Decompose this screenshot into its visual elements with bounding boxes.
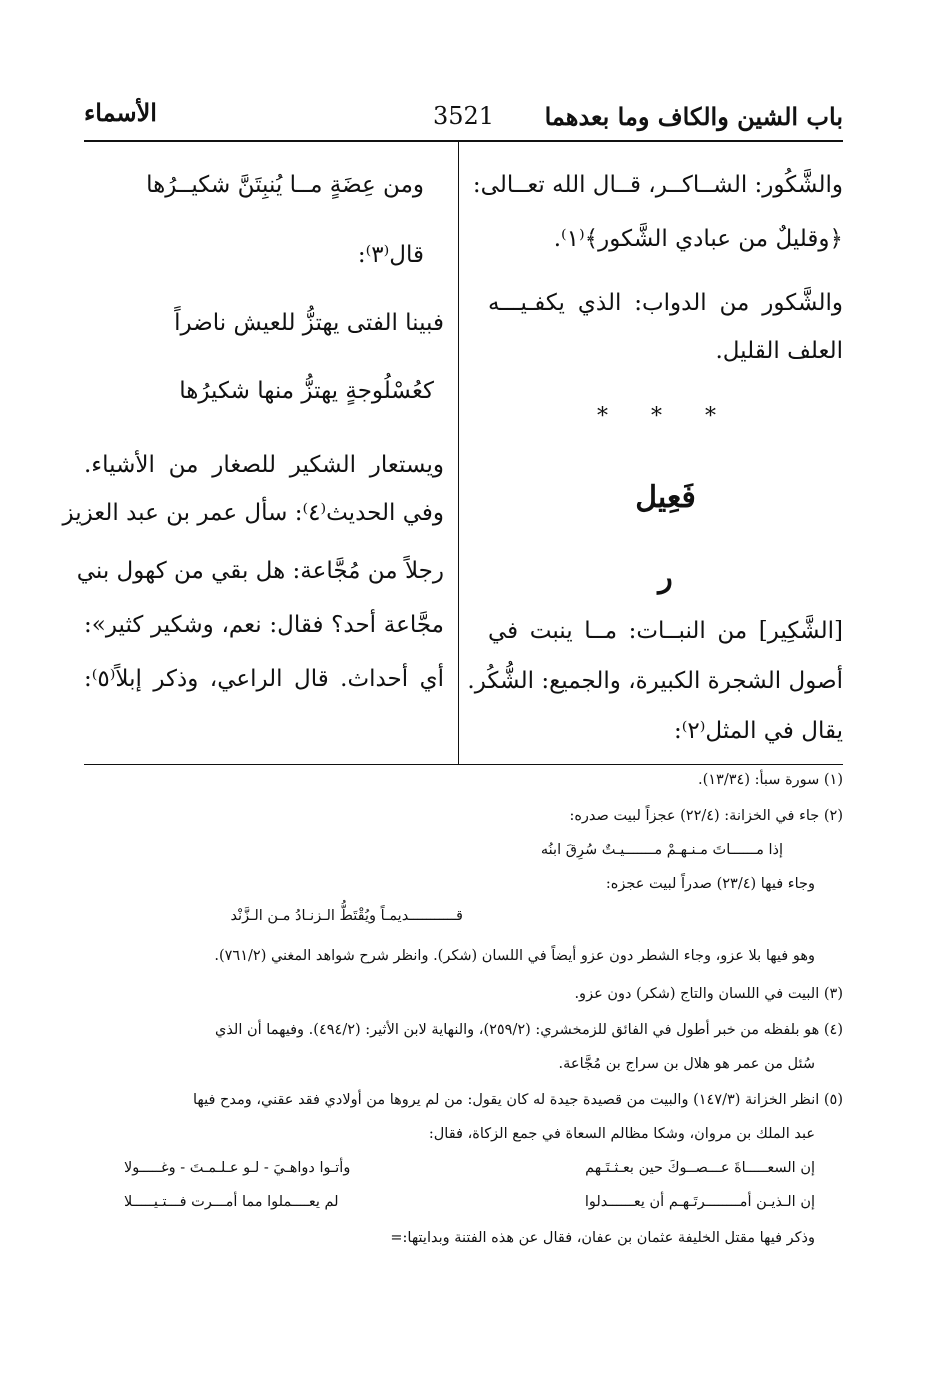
right-column (467, 142, 843, 764)
footnotes (84, 766, 843, 1286)
footnote: (٥) انظر الخزانة (١٤٧/٣) والبيت من قصيدة جيدة له كان يقول: من لم يروها من أولادي فقد عقني، ومدح فيها (192, 1092, 843, 1108)
quran-verse: ﴿وقليلٌ من عبادي الشَّكور﴾⁽١⁾. (553, 226, 843, 252)
footnote: (١) سورة سبأ: (١٣/٣٤). (697, 772, 843, 788)
footnote: وهو فيها بلا عزو، وجاء الشطر دون عزو أيضاً في اللسان (شكر). وانظر شرح شواهد المغني (٧٦١/٢). (214, 948, 815, 964)
text-line: وفي الحديث⁽٤⁾: سأل عمر بن عبد العزيز (62, 500, 444, 526)
left-column (62, 142, 444, 764)
verse-line: كعُسْلُوجةٍ يهتزُّ منها شكيرُها (179, 378, 434, 404)
footnote: سُئل من عمر هو هلال بن سراج بن مُجَّاعة. (558, 1056, 815, 1072)
text-line: [الشَّكِير] من النبــات: مــا ينبت في (488, 618, 843, 644)
chapter-title: باب الشين والكاف وما بعدهما (544, 102, 843, 131)
footnote-verse: إن الـذيـن أمــــــــرتَـهـم أن يعــــــدلوا (584, 1194, 815, 1210)
text-line: رجلاً من مُجَّاعة: هل بقي من كهول بني (76, 558, 444, 584)
footnote: (٢) جاء في الخزانة: (٢٢/٤) عجزاً لبيت صدره: (569, 808, 843, 824)
verse-line: فبينا الفتى يهتزُّ للعيش ناضراً (174, 310, 444, 336)
section-title: الأسماء (84, 98, 157, 127)
text-line: أصول الشجرة الكبيرة، والجميع: الشُّكُر. (467, 668, 843, 694)
text-line: أي أحداث. قال الراعي، وذكر إبلاً⁽٥⁾: (84, 666, 444, 692)
text-line: والشَّكُور: الشــاكــر، قــال الله تعــالى: (472, 172, 843, 198)
column-divider (458, 142, 459, 764)
text-line: والشَّكور من الدواب: الذي يكفـيـــه (488, 290, 843, 316)
separator-stars: * * * (597, 404, 734, 429)
pattern-heading: فَعِيل (635, 480, 696, 515)
letter-heading: ر (658, 560, 673, 595)
footnote: عبد الملك بن مروان، وشكا مظالم السعاة في جمع الزكاة، فقال: (428, 1126, 815, 1142)
footnote: (٣) البيت في اللسان والتاج (شكر) دون عزو. (574, 986, 843, 1002)
footnote-verse: وأتـوا دواهـيَ - لـو عـلـمـتَ - وغـــــولا (124, 1160, 351, 1176)
text-line: العلف القليل. (715, 338, 843, 364)
page-header (84, 98, 843, 138)
text-line: قال⁽٣⁾: (357, 242, 424, 268)
page-number: 3521 (432, 102, 495, 130)
footnote-verse: قـــــــــــديمـاً ويُقْتَطُّ الـزنـادُ مـن الـزَّنْد (230, 908, 463, 924)
footnote-verse: إن السعـــــاةَ عـــصــوكَ حين بعـثـتَـهم (585, 1160, 815, 1176)
footnote-rule (84, 764, 843, 765)
footnote-verse: لم يعــــملوا مما أمـــرت فـــتـيـــــلا (124, 1194, 339, 1210)
footnote: وذكر فيها مقتل الخليفة عثمان بن عفان، فقال عن هذه الفتنة وبدايتها:= (390, 1230, 815, 1246)
footnote-verse: إذا مــــــاتَ مـنـهـمْ مـــــــيـتٌ سُرِقَ ابنُه (540, 842, 783, 858)
text-line: مجَّاعة أحد؟ فقال: نعم، وشكير كثير»: (84, 612, 444, 638)
footnote: (٤) هو بلفظه من خبر أطول في الفائق للزمخشري: (٢٥٩/٢)، والنهاية لابن الأثير: (٤٩٤/٢). وفيهما أن الذي (214, 1022, 843, 1038)
footnote: وجاء فيها (٢٣/٤) صدراً لبيت عجزه: (605, 876, 815, 892)
text-line: يقال في المثل⁽٢⁾: (673, 718, 843, 744)
verse-line: ومن عِضَةٍ مــا يُنبِتَنَّ شكيــرُها (146, 172, 424, 198)
text-line: ويستعار الشكير للصغار من الأشياء. (84, 452, 444, 478)
